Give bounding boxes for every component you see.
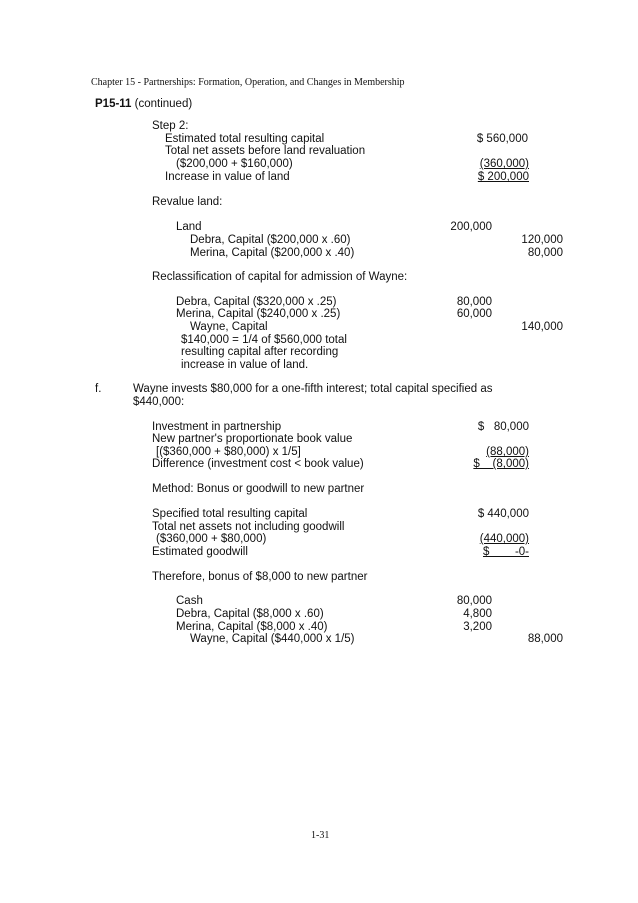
reclass-entry1-debit: 80,000 [456, 296, 492, 308]
step2-line4-value: $ 200,000 [477, 171, 529, 183]
specified-capital-label: Specified total resulting capital [152, 508, 308, 520]
net-assets-value: (440,000) [479, 533, 529, 545]
journal-entry4-credit: 88,000 [527, 633, 563, 645]
journal-entry2-debit: 4,800 [463, 608, 492, 620]
revalue-entry3-credit: 80,000 [527, 247, 563, 259]
difference-label: Difference (investment cost < book value) [152, 458, 364, 470]
goodwill-label: Estimated goodwill [152, 546, 248, 558]
book-value-value: (88,000) [486, 446, 529, 458]
book-value-label: New partner's proportionate book value [152, 433, 353, 445]
journal-entry4-account: Wayne, Capital ($440,000 x 1/5) [190, 633, 355, 645]
problem-label: P15-11 [95, 98, 132, 110]
reclass-note-line1: $140,000 = 1/4 of $560,000 total [181, 334, 347, 346]
journal-entry1-account: Cash [176, 595, 203, 607]
step2-line1-label: Estimated total resulting capital [165, 133, 325, 145]
step2-line3-value: (360,000) [479, 158, 529, 170]
book-value-calc: [($360,000 + $80,000) x 1/5] [156, 446, 301, 458]
specified-capital-value: $ 440,000 [477, 508, 529, 520]
journal-entry2-account: Debra, Capital ($8,000 x .60) [176, 608, 324, 620]
step2-title: Step 2: [152, 120, 189, 132]
method-line: Method: Bonus or goodwill to new partner [152, 483, 365, 495]
reclass-note-line2: resulting capital after recording [181, 346, 339, 358]
step2-line2-label: Total net assets before land revaluation [165, 145, 366, 157]
difference-value: $ (8,000) [473, 458, 529, 470]
revalue-entry2-account: Debra, Capital ($200,000 x .60) [190, 234, 351, 246]
reclass-note-line3: increase in value of land. [181, 359, 309, 371]
journal-entry1-debit: 80,000 [456, 595, 492, 607]
problem-heading [95, 98, 192, 111]
step2-line3-label: ($200,000 + $160,000) [176, 158, 293, 170]
step2-line4-label: Increase in value of land [165, 171, 290, 183]
journal-entry3-account: Merina, Capital ($8,000 x .40) [176, 621, 328, 633]
journal-entry3-debit: 3,200 [463, 621, 492, 633]
page-number: 1-31 [311, 830, 330, 841]
reclass-entry3-credit: 140,000 [521, 321, 563, 333]
reclass-entry2-account: Merina, Capital ($240,000 x .25) [176, 308, 341, 320]
step2-line1-value: $ 560,000 [476, 133, 528, 145]
investment-label: Investment in partnership [152, 421, 282, 433]
problem-suffix: (continued) [131, 98, 193, 110]
therefore-line: Therefore, bonus of $8,000 to new partner [152, 571, 368, 583]
revalue-entry3-account: Merina, Capital ($200,000 x .40) [190, 247, 355, 259]
revalue-entry2-credit: 120,000 [521, 234, 563, 246]
revalue-entry1-account: Land [176, 221, 202, 233]
reclass-entry1-account: Debra, Capital ($320,000 x .25) [176, 296, 337, 308]
reclass-entry2-debit: 60,000 [456, 308, 492, 320]
part-f-intro-line2: $440,000: [133, 396, 185, 408]
chapter-header: Chapter 15 - Partnerships: Formation, Operation, and Changes in Membership [91, 77, 405, 88]
part-f-intro-line1: Wayne invests $80,000 for a one-fifth interest; total capital specified as [133, 383, 493, 395]
revalue-entry1-debit: 200,000 [450, 221, 492, 233]
goodwill-value: $ -0- [482, 546, 529, 558]
reclass-entry3-account: Wayne, Capital [190, 321, 268, 333]
net-assets-label: Total net assets not including goodwill [152, 521, 345, 533]
reclass-title: Reclassification of capital for admission of Wayne: [152, 271, 408, 283]
revalue-title: Revalue land: [152, 196, 223, 208]
net-assets-calc: ($360,000 + $80,000) [156, 533, 267, 545]
investment-value: $ 80,000 [477, 421, 529, 433]
part-f-letter: f. [95, 383, 102, 395]
